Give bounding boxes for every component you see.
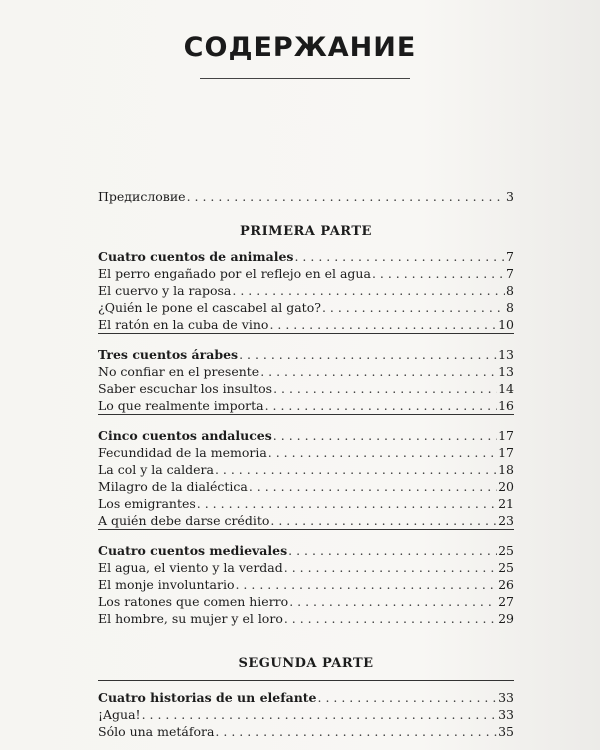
toc-entry-page: 29 (498, 611, 514, 626)
toc-entry-label: Los emigrantes (98, 496, 196, 511)
toc-entry[interactable] (98, 461, 514, 478)
toc-entry-label: Cuatro historias de un elefante (98, 690, 317, 705)
toc-entry-label: El agua, el viento y la verdad (98, 560, 283, 575)
toc-entry[interactable] (98, 576, 514, 593)
toc-section-heading[interactable] (98, 542, 514, 559)
dot-leader (288, 542, 497, 559)
toc-entry-page: 17 (498, 445, 514, 460)
toc-entry-label: La col y la caldera (98, 462, 214, 477)
toc-entry-label: El hombre, su mujer y el loro (98, 611, 283, 626)
part-title: PRIMERA PARTE (240, 224, 372, 239)
toc-entry[interactable] (98, 495, 514, 512)
toc-entry-label: Cuatro cuentos medievales (98, 543, 288, 558)
toc-entry-page: 7 (506, 249, 514, 264)
page-title: СОДЕРЖАНИЕ (183, 32, 417, 63)
dot-leader (318, 689, 498, 706)
toc-entry-page: 27 (498, 594, 514, 609)
dot-leader (322, 299, 505, 316)
toc-entry-label: El perro engañado por el reflejo en el agua (98, 266, 371, 281)
toc-section-heading[interactable] (98, 346, 514, 363)
dot-leader (269, 316, 497, 333)
toc-entry[interactable] (98, 512, 514, 529)
toc-entry[interactable] (98, 706, 514, 723)
dot-leader (273, 427, 497, 444)
dot-leader (142, 706, 498, 723)
toc-entry-page: 35 (498, 724, 514, 739)
toc-entry[interactable] (98, 299, 514, 316)
toc-entry-page: 23 (498, 513, 514, 528)
title-underline (200, 78, 410, 79)
toc-entry-label: El ratón en la cuba de vino (98, 317, 269, 332)
toc-entry-page: 13 (498, 364, 514, 379)
toc-section-heading[interactable] (98, 248, 514, 265)
toc-entry-page: 33 (498, 707, 514, 722)
toc-entry-label: No confiar en el presente (98, 364, 260, 379)
toc-entry-page: 25 (498, 560, 514, 575)
toc-entry-label: Sólo una metáfora (98, 724, 215, 739)
toc-entry-label: Cinco cuentos andaluces (98, 428, 272, 443)
part-title: SEGUNDA PARTE (238, 656, 374, 671)
toc-entry[interactable] (98, 265, 514, 282)
toc-entry-page: 17 (498, 428, 514, 443)
dot-leader (197, 495, 497, 512)
toc-entry[interactable] (98, 723, 514, 740)
toc-entry-preface[interactable] (98, 188, 514, 205)
toc-entry-label: Cuatro cuentos de animales (98, 249, 294, 264)
dot-leader (215, 723, 497, 740)
dot-leader (284, 559, 497, 576)
toc-entry-page: 13 (498, 347, 514, 362)
toc-entry-page: 7 (506, 266, 514, 281)
dot-leader (187, 188, 505, 205)
toc-entry-page: 8 (506, 283, 514, 298)
toc-entry[interactable] (98, 610, 514, 627)
toc-entry-page: 10 (498, 317, 514, 332)
toc-entry-label: Lo que realmente importa (98, 398, 264, 413)
toc-entry-label: El monje involuntario (98, 577, 235, 592)
dot-leader (265, 397, 498, 414)
dot-leader (284, 610, 497, 627)
dot-leader (273, 380, 497, 397)
toc-entry[interactable] (98, 444, 514, 461)
toc-section-heading[interactable] (98, 427, 514, 444)
toc-entry[interactable] (98, 397, 514, 414)
toc-entry-page: 3 (506, 189, 514, 204)
toc-entry-page: 25 (498, 543, 514, 558)
dot-leader (260, 363, 497, 380)
toc-entry[interactable] (98, 316, 514, 333)
toc-entry[interactable] (98, 380, 514, 397)
toc-entry[interactable] (98, 593, 514, 610)
toc-entry-label: ¡Agua! (98, 707, 141, 722)
toc-entry[interactable] (98, 559, 514, 576)
toc-entry[interactable] (98, 363, 514, 380)
toc-section-heading[interactable] (98, 689, 514, 706)
toc-entry-page: 20 (498, 479, 514, 494)
toc-entry-label: Los ratones que comen hierro (98, 594, 289, 609)
toc-entry-label: El cuervo y la raposa (98, 283, 232, 298)
table-of-contents (98, 188, 514, 740)
toc-entry-label: ¿Quién le pone el cascabel al gato? (98, 300, 321, 315)
dot-leader (232, 282, 505, 299)
toc-entry-page: 14 (498, 381, 514, 396)
dot-leader (268, 444, 497, 461)
dot-leader (249, 478, 497, 495)
dot-leader (235, 576, 497, 593)
toc-entry-label: Milagro de la dialéctica (98, 479, 248, 494)
toc-entry-label: Tres cuentos árabes (98, 347, 239, 362)
toc-entry-label: Предисловие (98, 189, 186, 204)
toc-entry[interactable] (98, 282, 514, 299)
toc-entry-label: Fecundidad de la memoria (98, 445, 267, 460)
dot-leader (372, 265, 505, 282)
toc-entry-page: 33 (498, 690, 514, 705)
toc-entry-page: 26 (498, 577, 514, 592)
dot-leader (294, 248, 505, 265)
toc-entry[interactable] (98, 478, 514, 495)
dot-leader (239, 346, 497, 363)
dot-leader (270, 512, 497, 529)
toc-entry-label: Saber escuchar los insultos (98, 381, 273, 396)
toc-entry-page: 8 (506, 300, 514, 315)
toc-entry-page: 16 (498, 398, 514, 413)
dot-leader (289, 593, 497, 610)
toc-entry-page: 18 (498, 462, 514, 477)
toc-entry-page: 21 (498, 496, 514, 511)
toc-entry-label: A quién debe darse crédito (98, 513, 270, 528)
dot-leader (215, 461, 497, 478)
